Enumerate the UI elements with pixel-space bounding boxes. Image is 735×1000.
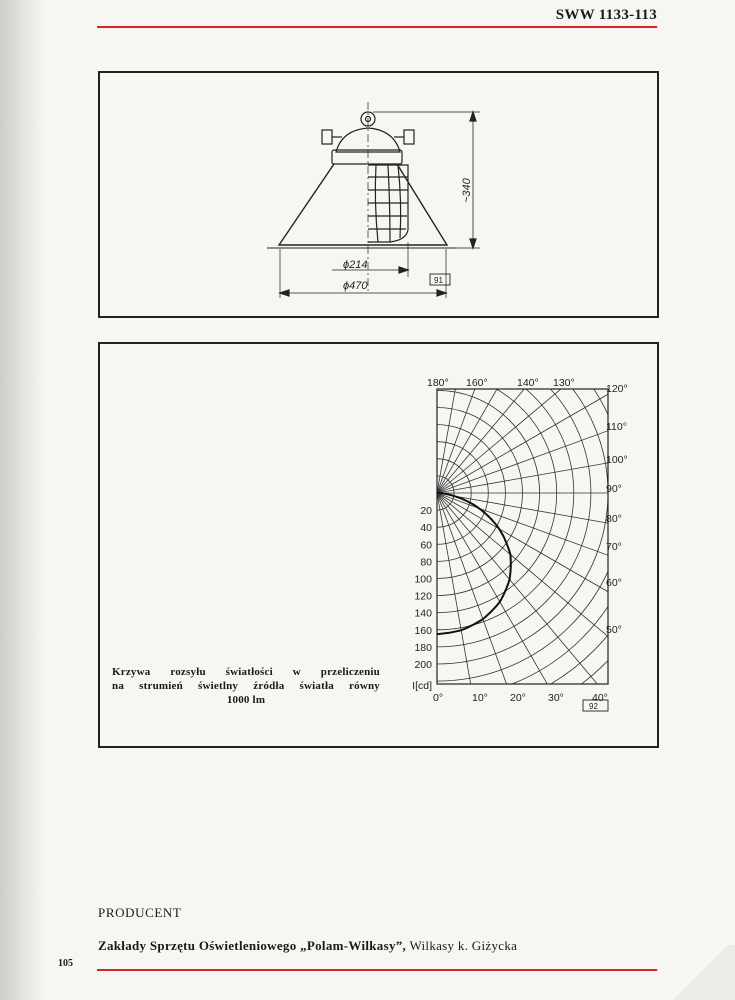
intensity-label: 40	[420, 522, 432, 535]
angle-label-right: 110°	[606, 421, 627, 433]
caption-line-3: 1000 lm	[226, 694, 266, 706]
grid-radial-line	[437, 434, 735, 493]
intensity-label: 20	[420, 505, 432, 518]
producer-name	[98, 938, 517, 954]
luminaire-drawing	[100, 73, 661, 320]
grid-radial-line	[437, 493, 735, 552]
angle-label-right: 70°	[606, 541, 622, 553]
grid-radial-line	[437, 493, 496, 830]
angle-label-top: 130°	[553, 377, 575, 389]
page-fold-corner	[665, 945, 735, 1000]
grid-radial-line	[437, 322, 733, 493]
angle-label-bottom: 30°	[548, 692, 564, 704]
angle-label-right: 100°	[606, 454, 628, 466]
intensity-label: 120	[414, 590, 432, 603]
intensity-label: 200	[414, 659, 432, 671]
intensity-label: 140	[414, 607, 432, 620]
angle-label-right: 90°	[606, 483, 622, 495]
bottom-red-rule	[97, 969, 657, 971]
intensity-unit-label: I[cd]	[412, 680, 432, 692]
dim-height-label: ~340	[461, 178, 473, 203]
grid-radial-line	[437, 493, 657, 755]
angle-label-bottom: 10°	[472, 692, 488, 704]
angle-label-right: 80°	[606, 513, 622, 525]
dim-inner-diameter-label: ϕ214	[343, 259, 368, 271]
top-red-rule	[97, 26, 657, 28]
angle-label-bottom: 40°	[592, 692, 608, 704]
intensity-label: 80	[420, 556, 432, 569]
grid-radial-line	[437, 493, 733, 664]
chart-caption	[112, 665, 380, 707]
producer-location: Wilkasy k. Giżycka	[406, 938, 518, 953]
intensity-label: 180	[414, 641, 432, 654]
technical-drawing-frame	[98, 71, 659, 318]
book-spine-shadow	[0, 0, 48, 1000]
intensity-label: 60	[420, 539, 432, 552]
producer-name-bold: Zakłady Sprzętu Oświetleniowego „Polam-Wilkasy”,	[98, 938, 407, 953]
angle-label-right: 50°	[606, 624, 622, 636]
angle-label-bottom: 20°	[510, 692, 526, 704]
angle-label-bottom: 0°	[433, 692, 444, 704]
angle-label-top: 140°	[517, 377, 539, 389]
intensity-label: 100	[414, 573, 432, 586]
angle-label-top: 160°	[466, 377, 488, 389]
intensity-label: 160	[414, 624, 432, 637]
drawing-ref-number: 91	[434, 276, 443, 285]
protective-cage	[368, 165, 408, 242]
grid-radial-line	[437, 376, 735, 493]
caption-line-1: Krzywa rozsyłu światłości w przeliczeniu	[112, 666, 380, 678]
chart-ref-number: 92	[589, 702, 598, 711]
dim-outer-diameter-label: ϕ470	[343, 280, 368, 292]
angle-label-right: 120°	[606, 383, 628, 395]
grid-radial-line	[437, 493, 554, 814]
document-code: SWW 1133-113	[555, 7, 657, 23]
reflector-cone	[279, 164, 447, 245]
producer-heading: PRODUCENT	[98, 905, 182, 920]
angle-label-top: 180°	[427, 377, 449, 389]
grid-radial-line	[437, 493, 699, 713]
caption-line-2: na strumień świetlny źródła światła równy	[112, 680, 380, 692]
angle-label-right: 60°	[606, 577, 622, 589]
grid-radial-line	[437, 493, 608, 789]
page-number: 105	[58, 958, 73, 969]
